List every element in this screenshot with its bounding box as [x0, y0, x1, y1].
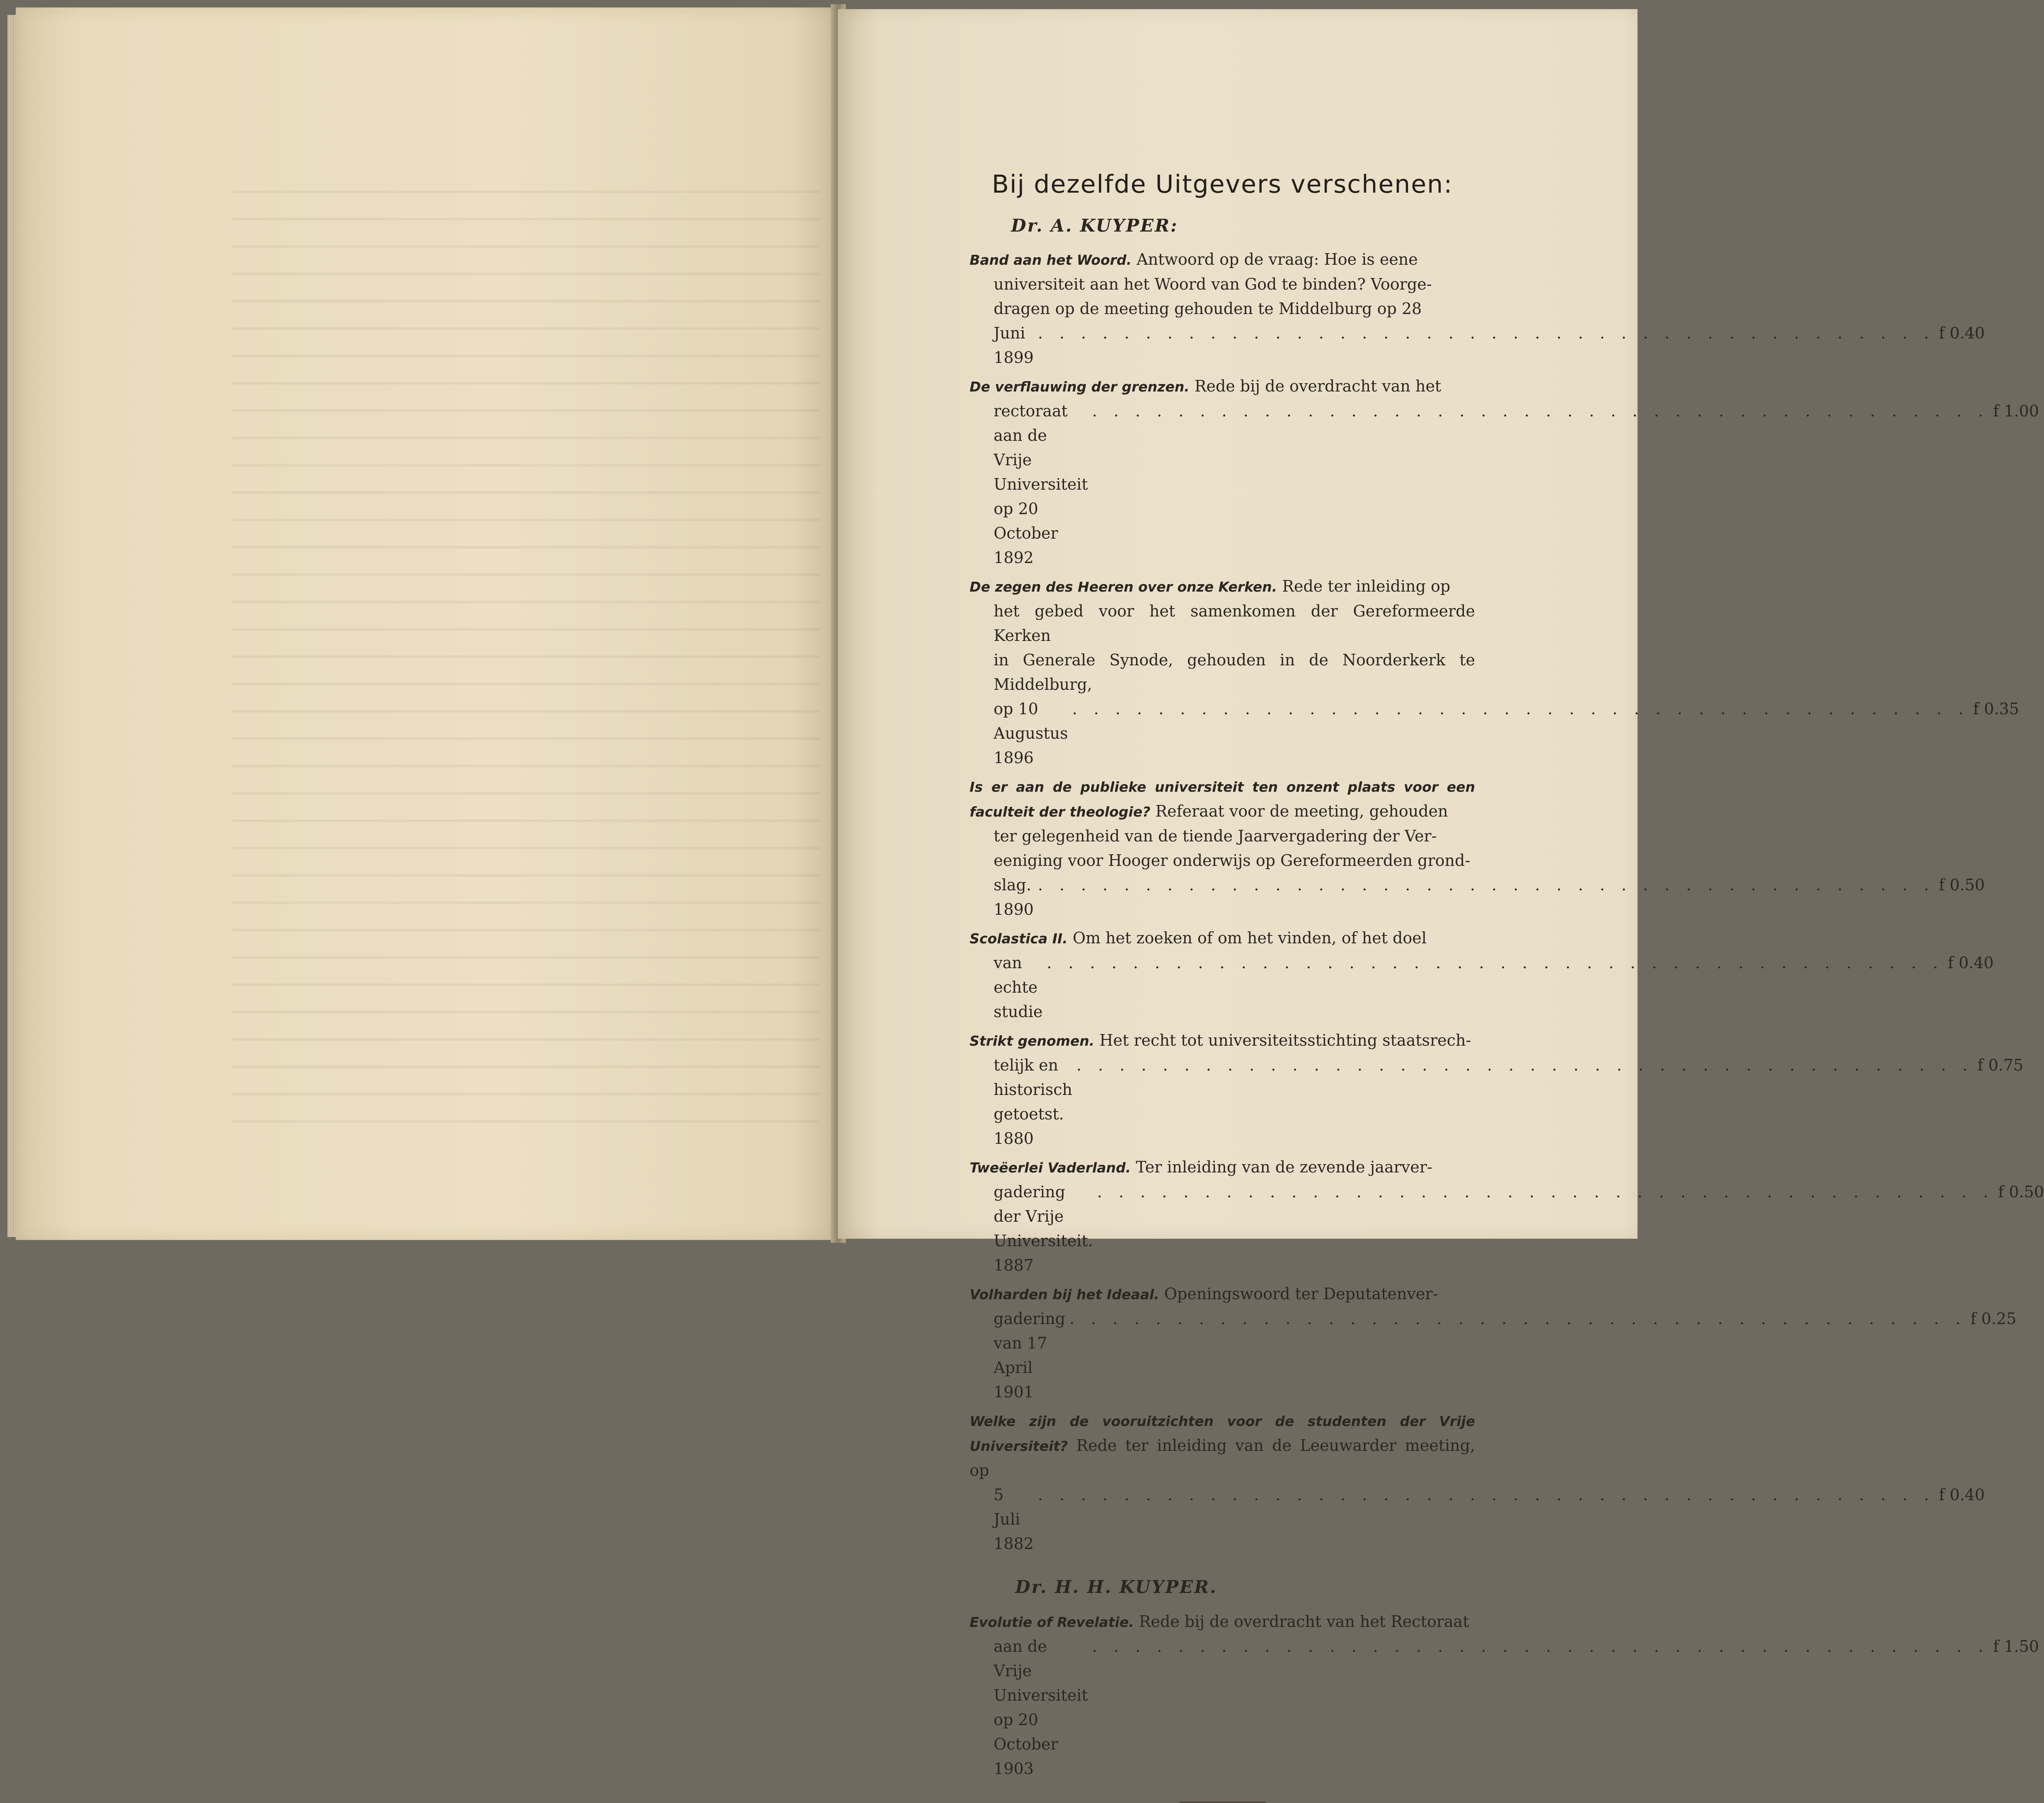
entry-first-line: [970, 374, 1475, 399]
publication-title: Evolutie of Revelatie.: [970, 1614, 1134, 1630]
entry-last-line: [970, 697, 2019, 770]
author-name: Dr. A. KUYPER:: [1011, 215, 1178, 236]
entry-description: aan de Vrije Universiteit op 20 October 1903: [994, 1637, 1088, 1778]
entry-description: Rede ter inleiding op: [1277, 577, 1451, 595]
bleed-through-text: [232, 166, 820, 1123]
author-name: Dr. H. H. KUYPER.: [1015, 1577, 1217, 1597]
entry-description: Openingswoord ter Deputatenver-: [1159, 1285, 1438, 1303]
entry-last-line: [970, 321, 1985, 370]
price: f 0.75: [1977, 1056, 2024, 1074]
leader-dots: . . . . . . . . . . . . . . . . . . . . . . . . . . . . . . . . . . . . . . . . . .: [1092, 1637, 1989, 1656]
entry-first-line: [970, 774, 1475, 824]
publication-entry: [970, 1028, 2024, 1151]
publication-entry: [970, 774, 1985, 922]
entry-first-line: [970, 1028, 1475, 1053]
publication-entry: [970, 1282, 2017, 1404]
price: f 0.40: [1947, 954, 1994, 972]
entry-description: gadering van 17 April 1901: [994, 1310, 1065, 1401]
entry-description: dragen op de meeting gehouden te Middelburg op 28: [994, 300, 1422, 318]
entry-description: Juni 1899: [994, 324, 1034, 367]
entry-last-line: [970, 873, 1985, 922]
publication-title: Tweëerlei Vaderland.: [970, 1160, 1131, 1176]
entry-description: Rede ter inleiding van de Leeuwarder meeting, op: [970, 1436, 1475, 1479]
entry-description: Rede bij de overdracht van het: [1189, 377, 1442, 395]
price: f 0.40: [1939, 324, 1985, 342]
entry-description: van echte studie: [994, 954, 1043, 1021]
publication-title: Volharden bij het Ideaal.: [970, 1286, 1159, 1303]
entry-description: slag. 1890: [994, 876, 1034, 918]
entry-description: gadering der Vrije Universiteit. 1887: [994, 1183, 1093, 1274]
leader-dots: . . . . . . . . . . . . . . . . . . . . . . . . . . . . . . . . . . . . . . . . . .: [1038, 324, 1935, 342]
price: f 0.40: [1939, 1486, 1985, 1504]
publication-title: Strikt genomen.: [970, 1033, 1095, 1049]
entry-last-line: [970, 951, 1994, 1024]
publication-title: Scolastica II.: [970, 931, 1068, 947]
entry-description: rectoraat aan de Vrije Universiteit op 20 October 1892: [994, 402, 1088, 567]
entry-description: Om het zoeken of om het vinden, of het doel: [1067, 929, 1427, 947]
entry-description: op 10 Augustus 1896: [994, 700, 1068, 767]
author-sections: [970, 215, 2044, 1781]
publication-list: [970, 170, 2044, 1803]
leader-dots: . . . . . . . . . . . . . . . . . . . . . . . . . . . . . . . . . . . . . . . . . .: [1072, 700, 1969, 718]
entry-last-line: [970, 1307, 2017, 1404]
price: f 0.35: [1973, 700, 2019, 718]
entry-first-line: [970, 1155, 1475, 1180]
entry-description: 5 Juli 1882: [994, 1486, 1034, 1553]
publication-entry: [970, 374, 2039, 570]
publication-title: De verflauwing der grenzen.: [970, 379, 1190, 395]
entry-last-line: [970, 1634, 2039, 1781]
entry-description: ter gelegenheid van de tiende Jaarvergadering der Ver-: [994, 827, 1437, 845]
entry-first-line: [970, 1409, 1475, 1483]
leader-dots: . . . . . . . . . . . . . . . . . . . . . . . . . . . . . . . . . . . . . . . . . .: [1092, 402, 1989, 420]
entry-first-line: [970, 574, 1475, 599]
publication-title: Band aan het Woord.: [970, 252, 1132, 268]
entry-description: het gebed voor het samenkomen der Gereformeerde Kerken: [994, 602, 1475, 645]
price: f 1.50: [1993, 1637, 2039, 1656]
entry-description: Het recht tot universiteitsstichting staatsrech-: [1094, 1031, 1471, 1049]
entry-description: Referaat voor de meeting, gehouden: [1150, 802, 1448, 820]
entry-first-line: [970, 247, 1475, 272]
leader-dots: . . . . . . . . . . . . . . . . . . . . . . . . . . . . . . . . . . . . . . . . . .: [1069, 1310, 1967, 1328]
publication-title: De zegen des Heeren over onze Kerken.: [970, 579, 1277, 595]
entry-last-line: [970, 1483, 1985, 1556]
page-heading: Bij dezelfde Uitgevers verschenen:: [992, 170, 1453, 199]
entry-description: in Generale Synode, gehouden in de Noorderkerk te Middelburg,: [994, 651, 1475, 694]
entry-last-line: [970, 1180, 2044, 1278]
publication-entry: [970, 1155, 2044, 1278]
price: f 0.50: [1939, 876, 1985, 894]
publication-entry: [970, 1610, 2039, 1781]
leader-dots: . . . . . . . . . . . . . . . . . . . . . . . . . . . . . . . . . . . . . . . . . .: [1097, 1183, 1994, 1201]
price: f 1.00: [1993, 402, 2039, 420]
publication-entry: [970, 926, 1994, 1024]
publication-title: Welke zijn de vooruitzichten voor de studenten der Vrije Universiteit?: [970, 1413, 1475, 1454]
entry-last-line: [970, 399, 2039, 570]
publication-title: Is er aan de publieke universiteit ten onzent plaats voor een faculteit der theologie?: [970, 779, 1475, 820]
publication-entry: [970, 247, 1985, 370]
leader-dots: . . . . . . . . . . . . . . . . . . . . . . . . . . . . . . . . . . . . . . . . . .: [1038, 876, 1935, 894]
entry-first-line: [970, 1282, 1475, 1307]
entry-first-line: [970, 926, 1475, 951]
entry-description: universiteit aan het Woord van God te binden? Voorge-: [994, 275, 1432, 293]
entry-description: Rede bij de overdracht van het Rectoraat: [1134, 1612, 1469, 1631]
publication-entry: [970, 1409, 1985, 1556]
price: f 0.25: [1970, 1310, 2017, 1328]
entry-description: Ter inleiding van de zevende jaarver-: [1131, 1158, 1432, 1176]
entry-last-line: [970, 1053, 2024, 1151]
entry-description: eeniging voor Hooger onderwijs op Gereformeerden grond-: [994, 851, 1471, 870]
entry-description: telijk en historisch getoetst. 1880: [994, 1056, 1072, 1148]
entry-description: Antwoord op de vraag: Hoe is eene: [1132, 250, 1418, 268]
publication-entry: [970, 574, 2019, 770]
leader-dots: . . . . . . . . . . . . . . . . . . . . . . . . . . . . . . . . . . . . . . . . . .: [1038, 1486, 1935, 1504]
leader-dots: . . . . . . . . . . . . . . . . . . . . . . . . . . . . . . . . . . . . . . . . . .: [1076, 1056, 1974, 1074]
price: f 0.50: [1998, 1183, 2044, 1201]
leader-dots: . . . . . . . . . . . . . . . . . . . . . . . . . . . . . . . . . . . . . . . . . .: [1047, 954, 1944, 972]
entry-first-line: [970, 1610, 1475, 1634]
